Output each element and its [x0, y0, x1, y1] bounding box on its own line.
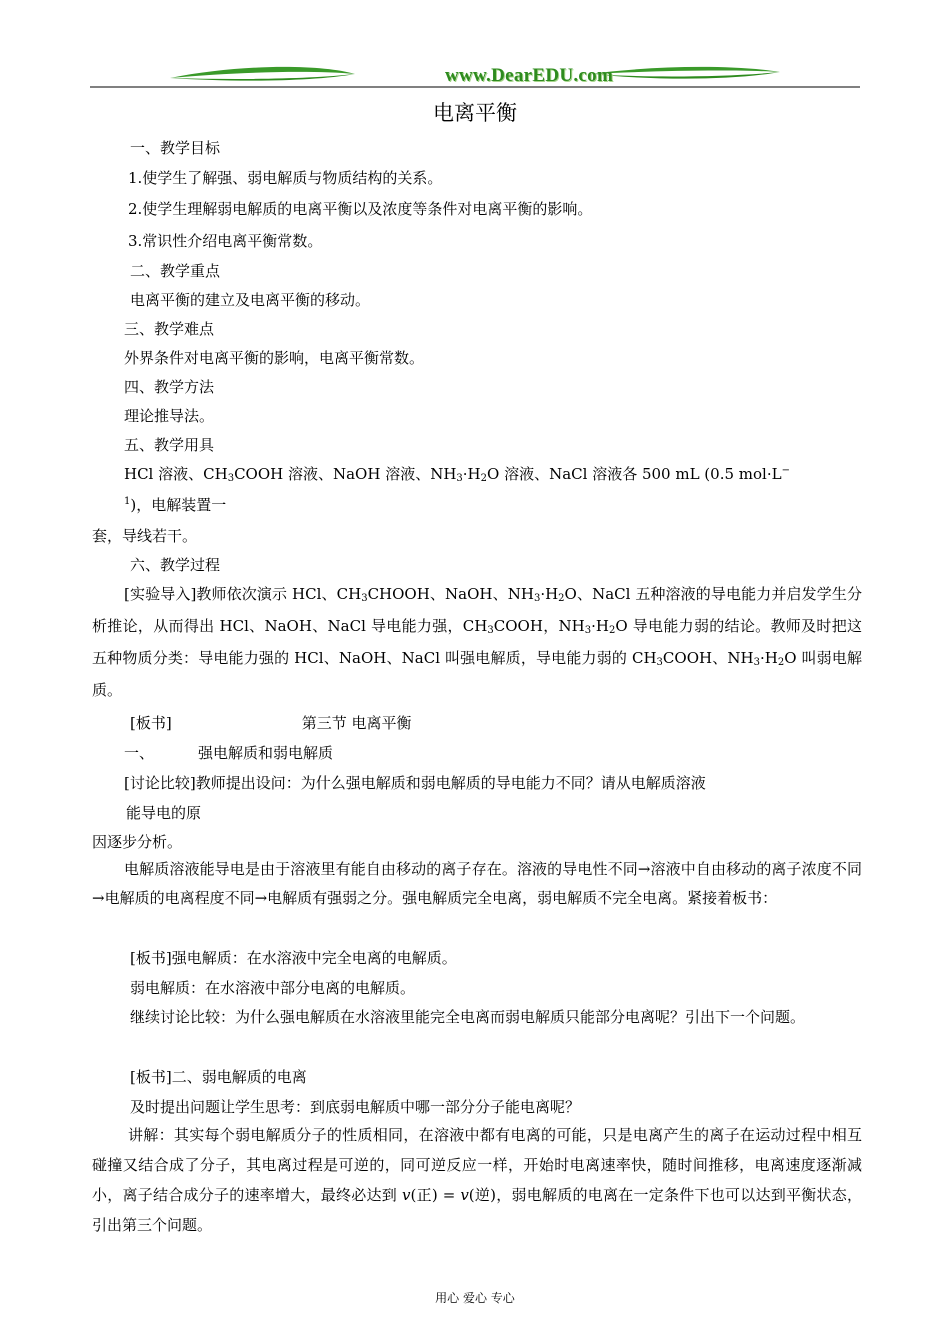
- question-text: 及时提出问题让学生思考：到底弱电解质中哪一部分分子能电离呢？: [130, 1098, 581, 1116]
- difficulties-heading: 三、教学难点: [124, 320, 215, 338]
- continue-discussion: 继续讨论比较：为什么强电解质在水溶液里能完全电离而弱电解质只能部分电离呢？引出下一个问题。: [130, 1008, 806, 1026]
- objective-item: 2.使学生理解弱电解质的电离平衡以及浓度等条件对电离平衡的影响。: [128, 200, 593, 218]
- tools-line: $^1$)，电解装置一: [124, 496, 227, 514]
- experiment-intro: [实验导入]教师依次演示 HCl、$CH_3CHOOH$、NaOH、$NH_3\cdot H_2O$、NaCl 五种溶液的导电能力并启发学生分析推论，从而得出 HCl、NaOH、NaCl 导电能力强，$CH_3COOH$，$NH_3\cdot H_2O$ 导电能力弱的结论。教师及时把这五种物质分类：导电能力强的 HCl、NaOH、NaCl 叫强电解质，导电能力弱的 $CH_3COOH$、$NH_3\cdot H_2O$ 叫弱电解质。: [92, 585, 863, 699]
- objective-item: 1.使学生了解强、弱电解质与物质结构的关系。: [128, 169, 443, 187]
- page-title: 电离平衡: [433, 101, 517, 125]
- explanation-paragraph: 电解质溶液能导电是由于溶液里有能自由移动的离子存在。溶液的导电性不同→溶液中自由移动的离子浓度不同→电解质的电离程度不同→电解质有强弱之分。强电解质完全电离，弱电解质不完全电离。紧接着板书：: [92, 860, 862, 907]
- discussion-text: 因逐步分析。: [92, 833, 183, 851]
- objectives-heading: 一、教学目标: [130, 139, 221, 157]
- section-heading: 一、 强电解质和弱电解质: [124, 744, 334, 762]
- tools-line: HCl 溶液、$CH_3COOH$ 溶液、NaOH 溶液、$NH_3\cdot H_2O$ 溶液、NaCl 溶液各 500 mL (0.5 mol·L−: [124, 465, 790, 484]
- method-text: 理论推导法。: [124, 407, 215, 425]
- key-points-text: 电离平衡的建立及电离平衡的移动。: [130, 291, 371, 309]
- board-note: [板书] 第三节 电离平衡: [130, 714, 412, 732]
- objective-item: 3.常识性介绍电离平衡常数。: [128, 232, 323, 250]
- page-footer: 用心 爱心 专心: [435, 1291, 515, 1305]
- process-heading: 六、教学过程: [130, 556, 221, 574]
- board-note: [板书]强电解质：在水溶液中完全电离的电解质。: [130, 949, 457, 967]
- tools-line: 套，导线若干。: [92, 527, 198, 545]
- key-points-heading: 二、教学重点: [130, 262, 221, 280]
- header-banner: [90, 60, 860, 90]
- weak-electrolyte-definition: 弱电解质：在水溶液中部分电离的电解质。: [130, 979, 416, 997]
- discussion-text: 能导电的原: [126, 804, 202, 822]
- tools-heading: 五、教学用具: [124, 436, 215, 454]
- lecture-paragraph: 讲解：其实每个弱电解质分子的性质相同，在溶液中都有电离的可能，只是电离产生的离子在运动过程中相互碰撞又结合成了分子，其电离过程是可逆的，同可逆反应一样，开始时电离速率快，随时间推移，电离速度逐渐减小，离子结合成分子的速率增大，最终必达到 v(正) = v(逆)，弱电解质的电离在一定条件下也可以达到平衡状态，引出第三个问题。: [92, 1126, 862, 1234]
- board-note: [板书]二、弱电解质的电离: [130, 1068, 307, 1086]
- site-logo: www.DearEDU.com: [445, 65, 614, 86]
- difficulties-text: 外界条件对电离平衡的影响，电离平衡常数。: [124, 349, 425, 367]
- discussion-text: [讨论比较]教师提出设问：为什么强电解质和弱电解质的导电能力不同？请从电解质溶液: [124, 774, 706, 792]
- method-heading: 四、教学方法: [124, 378, 215, 396]
